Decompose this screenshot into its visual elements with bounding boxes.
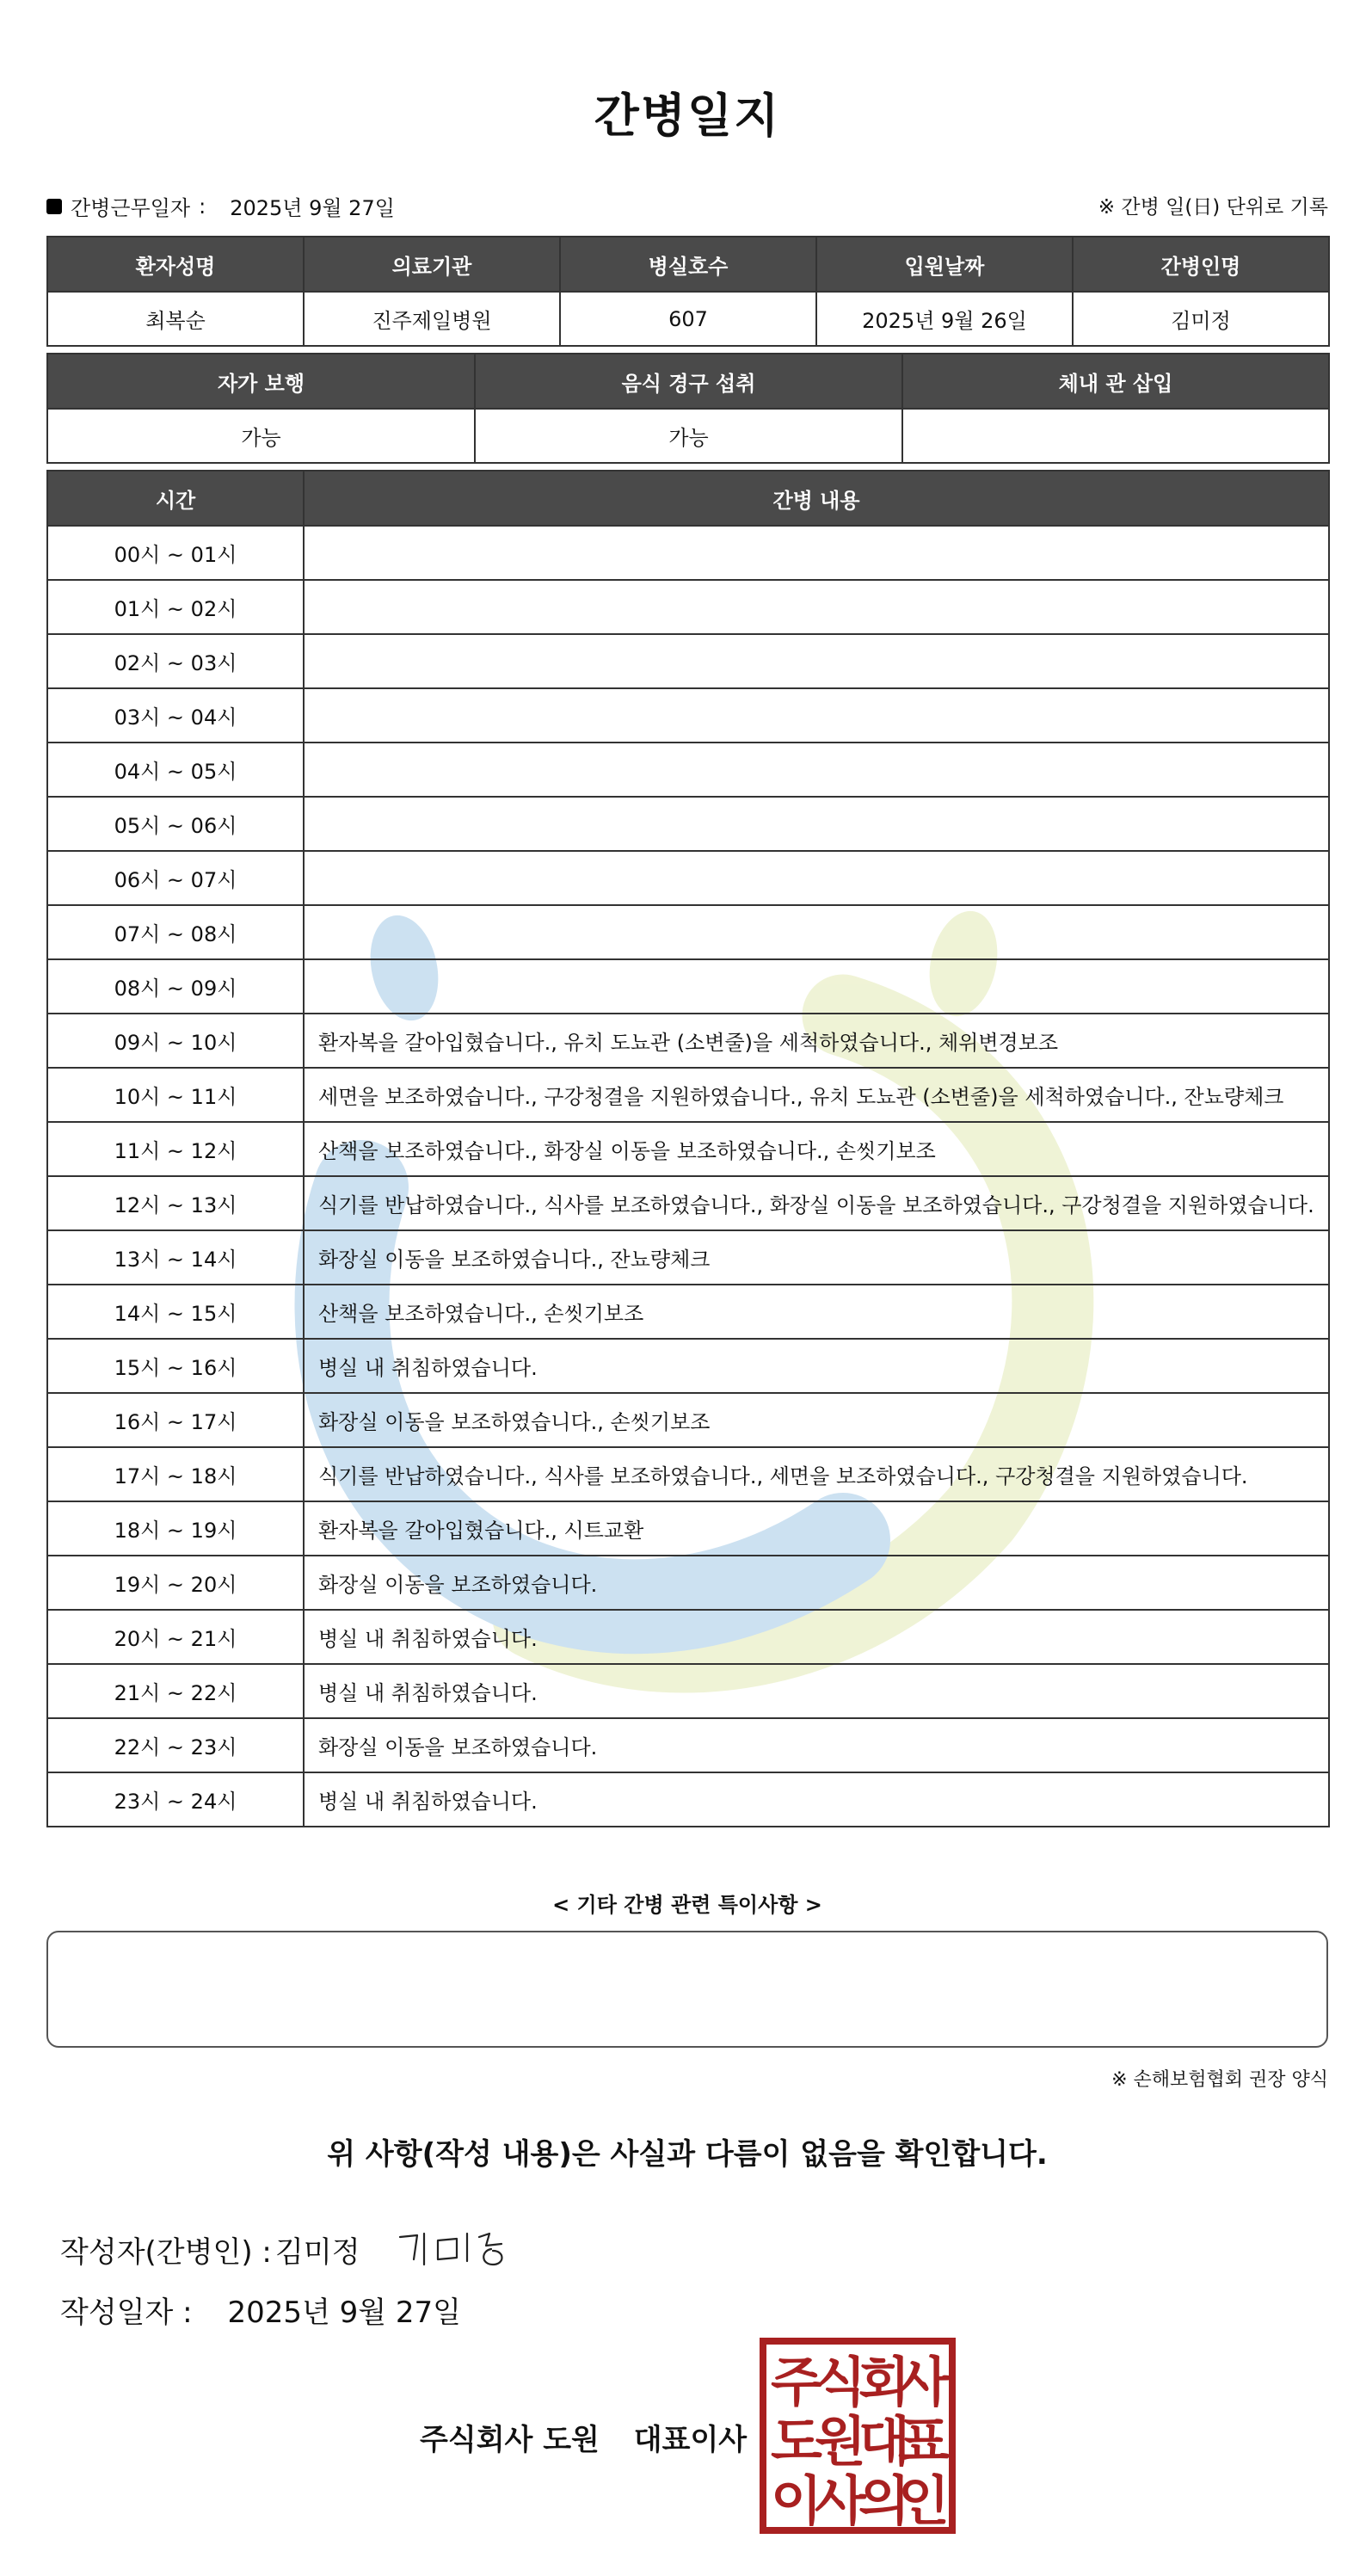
care-content xyxy=(304,688,1329,743)
table-row xyxy=(47,1718,1329,1772)
header-tube-insertion: 체내 관 삽입 xyxy=(902,354,1329,409)
svg-text:이: 이 xyxy=(771,2469,822,2532)
care-content: 산책을 보조하였습니다., 손씻기보조 xyxy=(304,1285,1329,1339)
care-content: 환자복을 갈아입혔습니다., 시트교환 xyxy=(304,1501,1329,1556)
time-slot: 13시 ~ 14시 xyxy=(47,1230,304,1285)
notes-label: < 기타 간병 관련 특이사항 > xyxy=(552,1893,822,1917)
time-slot: 00시 ~ 01시 xyxy=(47,526,304,580)
time-slot: 12시 ~ 13시 xyxy=(47,1176,304,1230)
page-title: 간병일지 xyxy=(594,89,781,143)
hospital-name: 진주제일병원 xyxy=(304,292,560,346)
self-walking-value: 가능 xyxy=(47,409,475,463)
record-unit-note: ※ 간병 일(日) 단위로 기록 xyxy=(1098,196,1328,219)
header-caregiver: 간병인명 xyxy=(1073,237,1329,292)
time-slot: 17시 ~ 18시 xyxy=(47,1447,304,1501)
write-date-value: 2025년 9월 27일 xyxy=(227,2296,462,2330)
care-content: 병실 내 취침하였습니다. xyxy=(304,1339,1329,1393)
care-content xyxy=(304,851,1329,905)
work-date xyxy=(46,191,395,221)
header-care-content: 간병 내용 xyxy=(304,471,1329,526)
recommend-note: ※ 손해보험협회 권장 양식 xyxy=(1111,2069,1328,2091)
table-row xyxy=(47,959,1329,1014)
table-row xyxy=(47,905,1329,959)
care-content: 식기를 반납하였습니다., 식사를 보조하였습니다., 화장실 이동을 보조하였습니다., 구강청결을 지원하였습니다. xyxy=(304,1176,1329,1230)
svg-text:인: 인 xyxy=(898,2469,950,2532)
care-content xyxy=(304,743,1329,797)
care-content xyxy=(304,959,1329,1014)
svg-text:대: 대 xyxy=(858,2410,910,2473)
care-log-rows xyxy=(47,526,1329,1827)
room-number: 607 xyxy=(560,292,816,346)
table-row xyxy=(47,1014,1329,1068)
write-date-line xyxy=(60,2289,461,2331)
table-row xyxy=(47,743,1329,797)
table-row xyxy=(47,634,1329,688)
care-content: 화장실 이동을 보조하였습니다., 잔뇨량체크 xyxy=(304,1230,1329,1285)
time-slot: 01시 ~ 02시 xyxy=(47,580,304,634)
work-date-separator: : xyxy=(199,194,206,219)
table-row xyxy=(47,1230,1329,1285)
oral-intake-value: 가능 xyxy=(475,409,902,463)
table-row xyxy=(47,1556,1329,1610)
svg-text:주: 주 xyxy=(771,2351,822,2413)
table-row xyxy=(47,1664,1329,1718)
time-slot: 11시 ~ 12시 xyxy=(47,1122,304,1176)
table-row xyxy=(47,1122,1329,1176)
table-row xyxy=(47,580,1329,634)
care-content xyxy=(304,526,1329,580)
svg-text:표: 표 xyxy=(898,2410,950,2473)
table-row xyxy=(47,409,1329,463)
time-slot: 05시 ~ 06시 xyxy=(47,797,304,851)
time-slot: 21시 ~ 22시 xyxy=(47,1664,304,1718)
header-time: 시간 xyxy=(47,471,304,526)
time-slot: 15시 ~ 16시 xyxy=(47,1339,304,1393)
notes-box xyxy=(46,1931,1328,2048)
admission-date: 2025년 9월 26일 xyxy=(816,292,1073,346)
table-row xyxy=(47,1447,1329,1501)
care-content: 식기를 반납하였습니다., 식사를 보조하였습니다., 세면을 보조하였습니다., 구강청결을 지원하였습니다. xyxy=(304,1447,1329,1501)
company-representative: 대표이사 xyxy=(633,2423,748,2457)
header-hospital: 의료기관 xyxy=(304,237,560,292)
time-slot: 07시 ~ 08시 xyxy=(47,905,304,959)
time-slot: 08시 ~ 09시 xyxy=(47,959,304,1014)
table-row xyxy=(47,1176,1329,1230)
table-row xyxy=(47,1610,1329,1664)
patient-info-table xyxy=(46,236,1330,347)
time-slot: 19시 ~ 20시 xyxy=(47,1556,304,1610)
care-content: 병실 내 취침하였습니다. xyxy=(304,1772,1329,1827)
company-seal xyxy=(759,2337,957,2535)
care-content: 화장실 이동을 보조하였습니다. xyxy=(304,1718,1329,1772)
svg-text:사: 사 xyxy=(898,2351,950,2413)
table-row xyxy=(47,1068,1329,1122)
table-row xyxy=(47,851,1329,905)
svg-text:식: 식 xyxy=(815,2351,866,2413)
company-name: 주식회사 도원 xyxy=(420,2423,600,2457)
header-patient-name: 환자성명 xyxy=(47,237,304,292)
meta-row xyxy=(46,191,1328,222)
svg-text:도: 도 xyxy=(771,2410,822,2473)
writer-line xyxy=(60,2225,515,2273)
svg-text:회: 회 xyxy=(858,2351,910,2413)
work-date-label: 간병근무일자 xyxy=(71,196,191,220)
table-header-row xyxy=(47,354,1329,409)
care-content xyxy=(304,580,1329,634)
care-content: 환자복을 갈아입혔습니다., 유치 도뇨관 (소변줄)을 세척하였습니다., 체위변경보조 xyxy=(304,1014,1329,1068)
time-slot: 22시 ~ 23시 xyxy=(47,1718,304,1772)
time-slot: 06시 ~ 07시 xyxy=(47,851,304,905)
write-date-label: 작성일자 : xyxy=(60,2296,193,2330)
care-content: 병실 내 취침하였습니다. xyxy=(304,1664,1329,1718)
table-header-row xyxy=(47,237,1329,292)
svg-text:원: 원 xyxy=(815,2410,866,2473)
header-self-walking: 자가 보행 xyxy=(47,354,475,409)
table-row xyxy=(47,1339,1329,1393)
header-room: 병실호수 xyxy=(560,237,816,292)
patient-status-table xyxy=(46,353,1330,464)
table-row xyxy=(47,688,1329,743)
time-slot: 16시 ~ 17시 xyxy=(47,1393,304,1447)
table-row xyxy=(47,526,1329,580)
work-date-value: 2025년 9월 27일 xyxy=(230,196,395,220)
table-row xyxy=(47,797,1329,851)
table-row xyxy=(47,1772,1329,1827)
header-admission-date: 입원날짜 xyxy=(816,237,1073,292)
care-content: 세면을 보조하였습니다., 구강청결을 지원하였습니다., 유치 도뇨관 (소변줄)을 세척하였습니다., 잔뇨량체크 xyxy=(304,1068,1329,1122)
care-content: 병실 내 취침하였습니다. xyxy=(304,1610,1329,1664)
svg-text:의: 의 xyxy=(858,2469,910,2532)
table-header-row xyxy=(47,471,1329,526)
time-slot: 03시 ~ 04시 xyxy=(47,688,304,743)
table-row xyxy=(47,1501,1329,1556)
time-slot: 23시 ~ 24시 xyxy=(47,1772,304,1827)
svg-text:사: 사 xyxy=(815,2469,866,2532)
care-content xyxy=(304,905,1329,959)
square-bullet-icon xyxy=(46,199,62,214)
caregiver-name: 김미정 xyxy=(1073,292,1329,346)
care-content xyxy=(304,797,1329,851)
table-row xyxy=(47,1393,1329,1447)
confirmation-statement: 위 사항(작성 내용)은 사실과 다름이 없음을 확인합니다. xyxy=(327,2137,1048,2172)
table-row xyxy=(47,292,1329,346)
care-log-table xyxy=(46,470,1330,1827)
table-row xyxy=(47,1285,1329,1339)
time-slot: 18시 ~ 19시 xyxy=(47,1501,304,1556)
care-content xyxy=(304,634,1329,688)
time-slot: 02시 ~ 03시 xyxy=(47,634,304,688)
handwritten-signature xyxy=(395,2225,515,2273)
patient-name: 최복순 xyxy=(47,292,304,346)
company-line xyxy=(420,2416,747,2458)
time-slot: 14시 ~ 15시 xyxy=(47,1285,304,1339)
tube-insertion-value xyxy=(902,409,1329,463)
writer-label: 작성자(간병인) : xyxy=(60,2234,272,2270)
time-slot: 04시 ~ 05시 xyxy=(47,743,304,797)
care-content: 산책을 보조하였습니다., 화장실 이동을 보조하였습니다., 손씻기보조 xyxy=(304,1122,1329,1176)
care-content: 화장실 이동을 보조하였습니다. xyxy=(304,1556,1329,1610)
header-oral-intake: 음식 경구 섭취 xyxy=(475,354,902,409)
care-content: 화장실 이동을 보조하였습니다., 손씻기보조 xyxy=(304,1393,1329,1447)
time-slot: 10시 ~ 11시 xyxy=(47,1068,304,1122)
time-slot: 09시 ~ 10시 xyxy=(47,1014,304,1068)
writer-name: 김미정 xyxy=(275,2234,360,2270)
time-slot: 20시 ~ 21시 xyxy=(47,1610,304,1664)
